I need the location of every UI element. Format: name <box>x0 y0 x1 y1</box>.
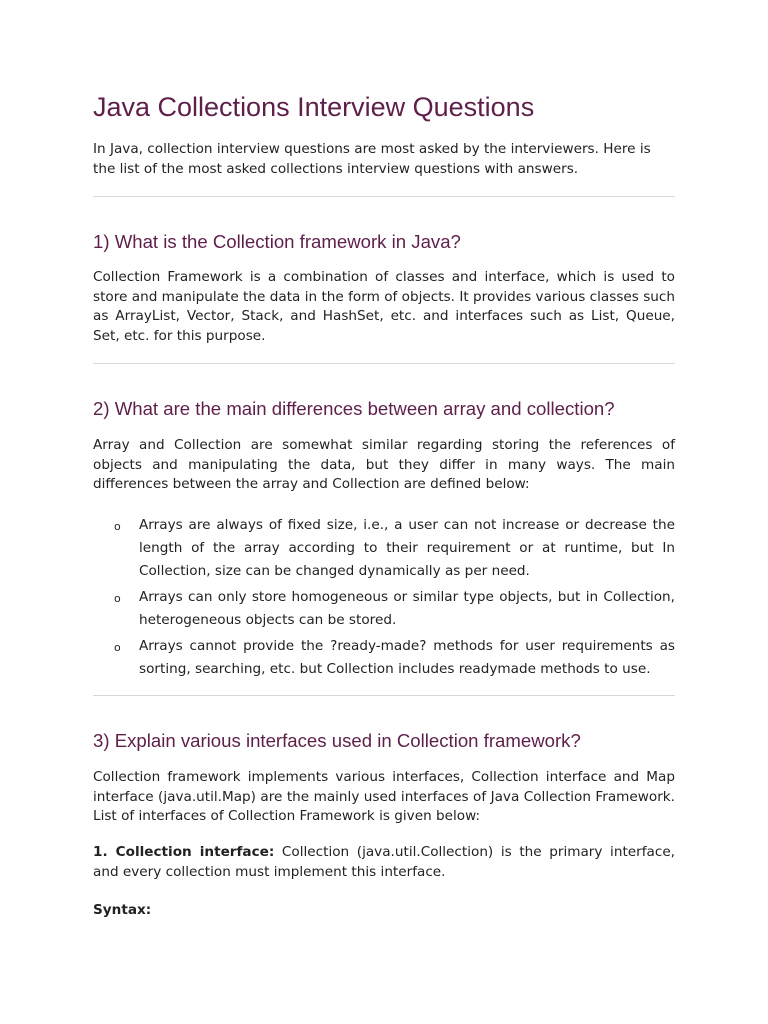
section-divider <box>93 363 675 364</box>
intro-paragraph: In Java, collection interview questions are most asked by the interviewers. Here is the list of the most asked collections interview questions with answers. <box>93 141 651 177</box>
question-2-heading: 2) What are the main differences between array and collection? <box>93 398 615 419</box>
question-1-answer: Collection Framework is a combination of classes and interface, which is used to store and manipulate the data in the form of objects. It provides various classes such as ArrayList, Vector, Stack, and HashSet, etc. and interfaces such as List, Queue, Set, etc. for this purpose. <box>93 269 675 344</box>
list-item-text: Arrays can only store homogeneous or similar type objects, but in Collection, heterogeneous objects can be stored. <box>139 589 675 628</box>
list-item <box>93 635 675 681</box>
section-divider <box>93 196 675 197</box>
bullet-circle-icon: o <box>114 592 121 605</box>
list-item-text: Arrays cannot provide the ?ready-made? methods for user requirements as sorting, searching, etc. but Collection includes readymade methods to use. <box>139 638 675 677</box>
bullet-circle-icon: o <box>114 520 121 533</box>
question-3-heading: 3) Explain various interfaces used in Collection framework? <box>93 730 581 751</box>
collection-interface-paragraph <box>93 843 675 882</box>
syntax-label: Syntax: <box>93 902 152 918</box>
differences-list <box>93 514 675 684</box>
list-item <box>93 514 675 583</box>
bullet-circle-icon: o <box>114 641 121 654</box>
collection-interface-label: 1. Collection interface: <box>93 844 275 860</box>
section-divider <box>93 695 675 696</box>
question-1-heading: 1) What is the Collection framework in Java? <box>93 231 461 252</box>
question-2-answer: Array and Collection are somewhat similar regarding storing the references of objects and manipulating the data, but they differ in many ways. The main differences between the array and Collection are defined below: <box>93 437 675 492</box>
list-item-text: Arrays are always of fixed size, i.e., a user can not increase or decrease the length of the array according to their requirement or at runtime, but In Collection, size can be changed dynamically as per need. <box>139 517 675 579</box>
collection-interface-text: Collection (java.util.Collection) is the primary interface, and every collection must implement this interface. <box>93 844 675 880</box>
page-title: Java Collections Interview Questions <box>93 92 535 122</box>
list-item <box>93 586 675 632</box>
question-3-answer: Collection framework implements various interfaces, Collection interface and Map interface (java.util.Map) are the mainly used interfaces of Java Collection Framework. List of interfaces of Collection Framework is given below: <box>93 769 675 824</box>
